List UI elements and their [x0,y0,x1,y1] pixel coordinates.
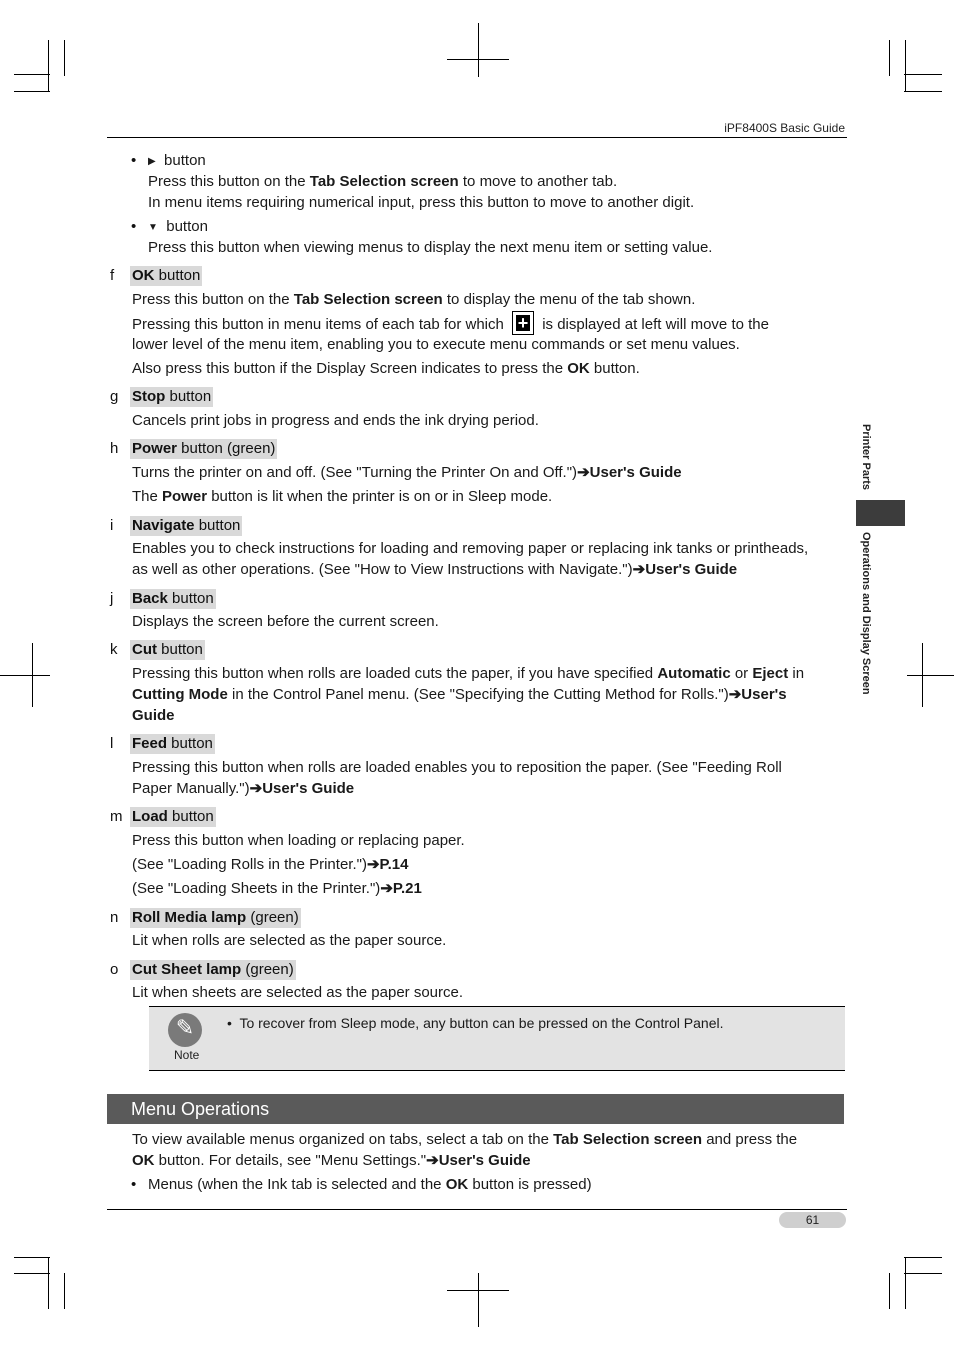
crop-mark [904,1257,942,1258]
down-button-heading: ▼ button [148,218,208,235]
arrow-icon: ➔ [366,856,380,873]
menu-ops-bullet: Menus (when the Ink tab is selected and the OK button is pressed) [148,1176,592,1193]
footer-rule [107,1209,847,1210]
right-button-heading: ▶ button [148,152,206,169]
load-desc-3: (See "Loading Sheets in the Printer.")➔P.21 [132,880,422,897]
navigate-desc-1: Enables you to check instructions for loading and removing paper or replacing ink tanks or printheads, [132,540,809,557]
load-desc-2: (See "Loading Rolls in the Printer.")➔P.14 [132,856,409,873]
crop-mark [48,40,49,92]
arrow-icon: ➔ [577,464,590,481]
users-guide-link[interactable]: User's Guide [438,1152,531,1169]
arrow-icon: ➔ [249,780,263,797]
arrow-icon: ➔ [380,880,393,897]
page-link-p21[interactable]: P.21 [392,880,422,897]
page-link-p14[interactable]: P.14 [379,856,409,873]
stop-desc: Cancels print jobs in progress and ends the ink drying period. [132,412,539,429]
item-label-load: m Load button [110,808,214,825]
users-guide-link[interactable]: User's Guide [262,780,355,797]
menu-ops-desc-2: OK button. For details, see "Menu Settings."➔User's Guide [132,1152,531,1169]
page-number: 61 [779,1212,846,1228]
cut-sheet-desc: Lit when sheets are selected as the paper source. [132,984,464,1001]
navigate-desc-2: as well as other operations. (See "How to View Instructions with Navigate.")➔User's Guide [132,561,738,578]
right-button-desc-1: Press this button on the Tab Selection screen to move to another tab. [148,173,618,190]
crop-mark [14,74,50,75]
crop-mark [0,675,50,676]
item-label-back: j Back button [110,590,214,607]
crop-mark [48,1257,49,1309]
crop-mark [922,643,923,707]
bullet-dot: • [131,1176,137,1193]
item-label-ok: f OK button [110,267,201,284]
item-label-feed: l Feed button [110,735,213,752]
power-desc-1: Turns the printer on and off. (See "Turning the Printer On and Off.")➔User's Guide [132,464,682,481]
plus-menu-icon [512,311,534,335]
item-label-navigate: i Navigate button [110,517,241,534]
menu-ops-desc-1: To view available menus organized on tabs, select a tab on the Tab Selection screen and press the [132,1131,798,1148]
ok-desc-3: lower level of the menu item, enabling you to execute menu commands or set menu values. [132,336,740,353]
roll-media-desc: Lit when rolls are selected as the paper source. [132,932,447,949]
item-label-cut: k Cut button [110,641,203,658]
right-button-desc-2: In menu items requiring numerical input, press this button to move to another digit. [148,194,695,211]
users-guide-link[interactable]: User's Guide [645,561,738,578]
crop-mark [904,74,942,75]
power-desc-2: The Power button is lit when the printer is on or in Sleep mode. [132,488,553,505]
load-desc-1: Press this button when loading or replacing paper. [132,832,465,849]
crop-mark [478,23,479,77]
crop-mark [889,1273,890,1309]
arrow-icon: ➔ [426,1152,439,1169]
cut-desc-3: Guide [132,707,175,724]
cut-desc-2: Cutting Mode in the Control Panel menu. (See "Specifying the Cutting Method for Rolls.")➔User's [132,686,787,703]
item-label-cut-sheet-lamp: o Cut Sheet lamp (green) [110,961,294,978]
ok-desc-2: Pressing this button in menu items of each tab for which + is displayed at left will move to the [132,313,769,337]
crop-mark [904,1273,942,1274]
feed-desc-2: Paper Manually.")➔User's Guide [132,780,355,797]
item-label-stop: g Stop button [110,388,212,405]
side-tab-marker [856,500,905,526]
crop-mark [14,1257,50,1258]
crop-mark [64,40,65,76]
users-guide-link[interactable]: User's [741,686,787,703]
side-label-operations: Operations and Display Screen [860,532,872,695]
back-desc: Displays the screen before the current screen. [132,613,439,630]
item-label-power: h Power button (green) [110,440,276,457]
ok-desc-4: Also press this button if the Display Screen indicates to press the OK button. [132,360,640,377]
arrow-icon: ➔ [632,561,646,578]
bullet-dot: • [131,218,137,235]
cut-desc-1: Pressing this button when rolls are loaded cuts the paper, if you have specified Automatic or Eject in [132,665,805,682]
crop-mark [904,91,942,92]
crop-mark [64,1273,65,1309]
down-button-desc: Press this button when viewing menus to display the next menu item or setting value. [148,239,713,256]
crop-mark [14,1273,50,1274]
crop-mark [32,643,33,707]
guide-title: iPF8400S Basic Guide [724,121,845,135]
right-triangle-icon: ▶ [148,156,156,167]
feed-desc-1: Pressing this button when rolls are loaded enables you to reposition the paper. (See "Feeding Roll [132,759,782,776]
header-rule [107,137,847,138]
users-guide-link[interactable]: User's Guide [589,464,682,481]
crop-mark [907,675,954,676]
item-label-roll-media-lamp: n Roll Media lamp (green) [110,909,299,926]
section-title: Menu Operations [131,1099,270,1119]
bullet-dot: • [131,152,137,169]
ok-desc-1: Press this button on the Tab Selection screen to display the menu of the tab shown. [132,291,696,308]
crop-mark [478,1273,479,1327]
arrow-icon: ➔ [728,686,742,703]
note-text: • To recover from Sleep mode, any button can be pressed on the Control Panel. [227,1015,724,1031]
side-label-printer-parts: Printer Parts [860,424,872,491]
pencil-icon [168,1013,202,1047]
crop-mark [889,40,890,76]
crop-mark [905,40,906,92]
crop-mark [14,91,50,92]
crop-mark [905,1257,906,1309]
down-triangle-icon: ▼ [148,222,158,233]
note-label: Note [174,1048,200,1062]
